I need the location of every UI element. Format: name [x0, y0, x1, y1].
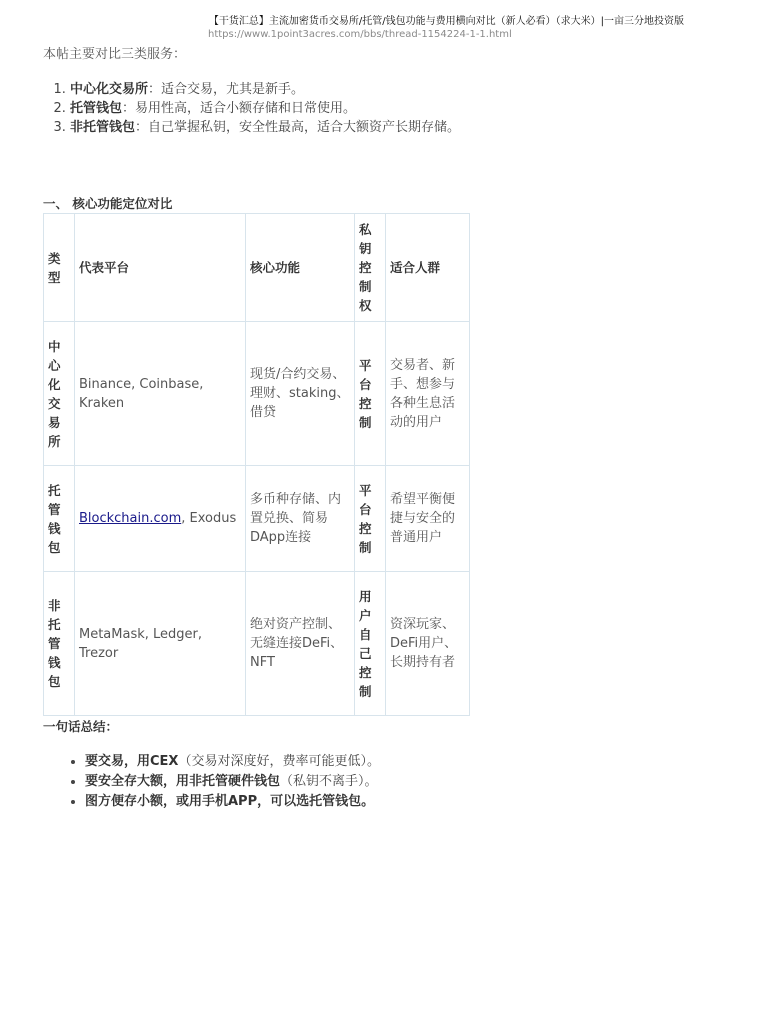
table-row [44, 572, 470, 716]
table-row [44, 466, 470, 572]
summary-list [43, 752, 683, 812]
cell-type: 中心化交易所 [44, 322, 75, 466]
header-users: 适合人群 [386, 214, 470, 322]
list-item [85, 792, 683, 812]
summary-bold: 图方便存小额，或用手机APP，可以选托管钱包。 [85, 794, 375, 809]
list-item [70, 118, 683, 137]
header-type: 类型 [44, 214, 75, 322]
cell-users: 资深玩家、DeFi用户、长期持有者 [386, 572, 470, 716]
comparison-table [43, 213, 470, 716]
summary-bold: 要交易，用CEX [85, 754, 179, 769]
platform-names: , Exodus [181, 511, 237, 526]
print-url[interactable]: https://www.1point3acres.com/bbs/thread-1154224-1-1.html [208, 29, 512, 40]
summary-rest: （私钥不离手）。 [280, 774, 378, 789]
service-name: 中心化交易所 [70, 82, 149, 97]
cell-platform [75, 466, 246, 572]
service-desc: ：适合交易，尤其是新手。 [148, 82, 305, 97]
list-item [70, 80, 683, 99]
cell-users: 希望平衡便捷与安全的普通用户 [386, 466, 470, 572]
cell-type: 非托管钱包 [44, 572, 75, 716]
service-desc: ：易用性高，适合小额存储和日常使用。 [122, 101, 357, 116]
table-header-row [44, 214, 470, 322]
header-platform: 代表平台 [75, 214, 246, 322]
intro-text: 本帖主要对比三类服务： [43, 47, 187, 62]
print-title: 【干货汇总】主流加密货币交易所/托管/钱包功能与费用横向对比（新人必看）（求大米）|一亩三分地投资版 [208, 16, 684, 27]
cell-control: 平台控制 [355, 322, 386, 466]
service-name: 托管钱包 [70, 101, 123, 116]
platform-link[interactable]: Blockchain.com [79, 511, 182, 526]
list-item [85, 772, 683, 792]
cell-users: 交易者、新手、想参与各种生息活动的用户 [386, 322, 470, 466]
summary-bold: 要安全存大额，用非托管硬件钱包 [85, 774, 281, 789]
cell-control: 平台控制 [355, 466, 386, 572]
print-header [0, 15, 768, 28]
post-content [43, 46, 683, 812]
summary-rest: （交易对深度好，费率可能更低）。 [178, 754, 380, 769]
services-list [43, 80, 683, 137]
list-item [70, 99, 683, 118]
platform-names: Binance, Coinbase, Kraken [79, 376, 204, 411]
header-function: 核心功能 [246, 214, 355, 322]
table-row [44, 322, 470, 466]
header-control: 私钥控制权 [355, 214, 386, 322]
summary-title: 一句话总结： [43, 719, 119, 734]
list-item [85, 752, 683, 772]
section-title: 一、 核心功能定位对比 [43, 196, 173, 211]
cell-platform [75, 322, 246, 466]
cell-function: 绝对资产控制、无缝连接DeFi、NFT [246, 572, 355, 716]
platform-names: MetaMask, Ledger, Trezor [79, 626, 203, 661]
service-desc: ：自己掌握私钥，安全性最高，适合大额资产长期存储。 [135, 120, 461, 135]
cell-control: 用户自己控制 [355, 572, 386, 716]
cell-function: 现货/合约交易、理财、staking、借贷 [246, 322, 355, 466]
cell-function: 多币种存储、内置兑换、简易DApp连接 [246, 466, 355, 572]
cell-type: 托管钱包 [44, 466, 75, 572]
service-name: 非托管钱包 [70, 120, 136, 135]
cell-platform [75, 572, 246, 716]
